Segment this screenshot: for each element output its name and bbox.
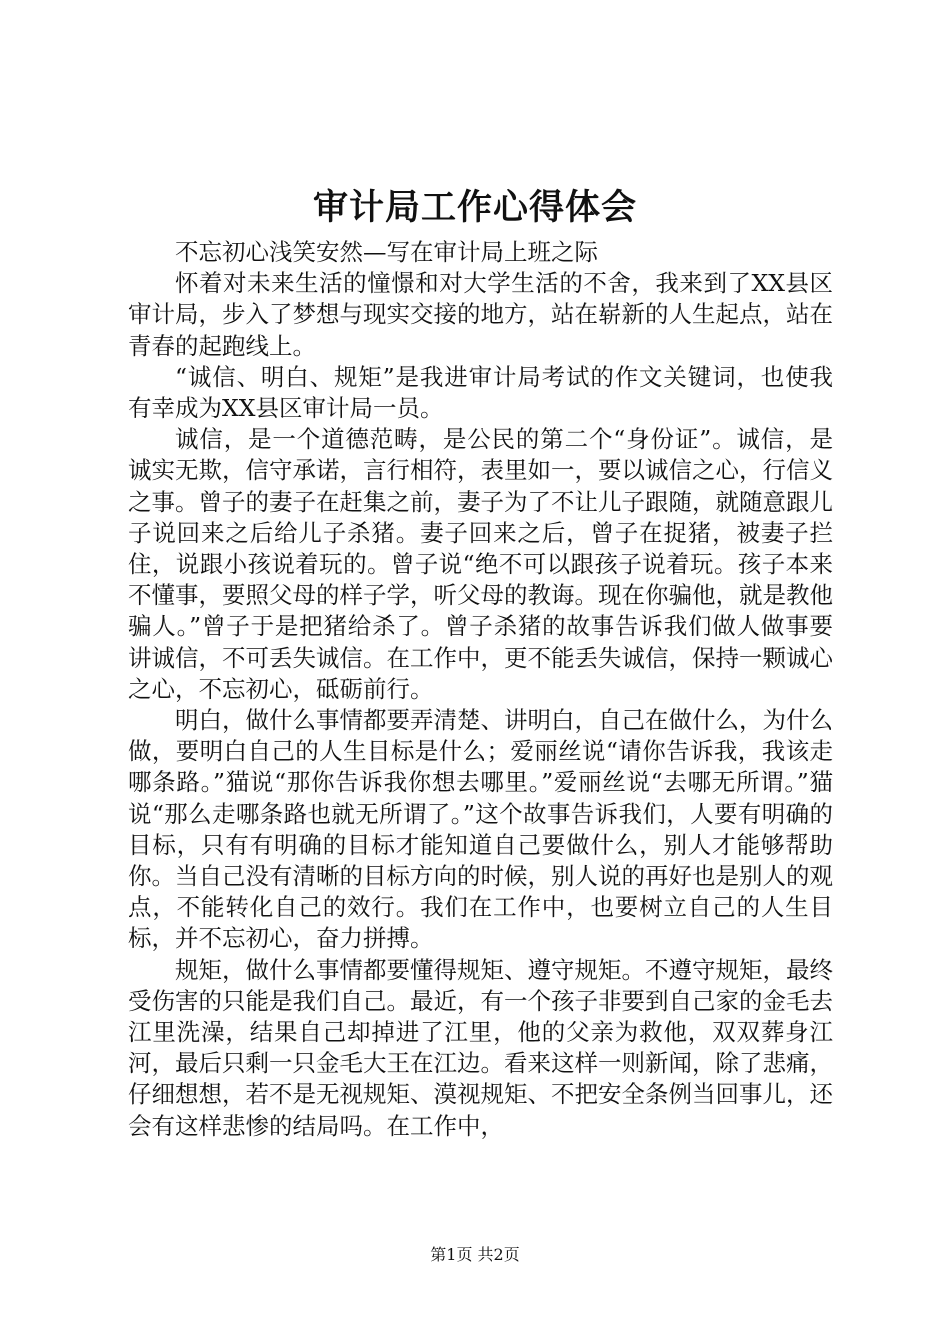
- body-paragraph: “诚信、明白、规矩”是我进审计局考试的作文关键词，也使我有幸成为XX县区审计局一员。: [128, 362, 833, 423]
- subtitle-paragraph: 不忘初心浅笑安然—写在审计局上班之际: [175, 238, 598, 266]
- body-paragraph: 怀着对未来生活的憧憬和对大学生活的不舍，我来到了XX县区审计局，步入了梦想与现实交接的地方，站在崭新的人生起点，站在青春的起跑线上。: [128, 269, 833, 360]
- document-body: [128, 237, 833, 1142]
- page-number-footer: 第1页 共2页: [430, 1245, 520, 1264]
- body-paragraph: 规矩，做什么事情都要懂得规矩、遵守规矩。不遵守规矩，最终受伤害的只能是我们自己。最近，有一个孩子非要到自己家的金毛去江里洗澡，结果自己却掉进了江里，他的父亲为救他，双双葬身江河，最后只剩一只金毛大王在江边。看来这样一则新闻，除了悲痛，仔细想想，若不是无视规矩、漠视规矩、不把安全条例当回事儿，还会有这样悲惨的结局吗。在工作中，: [128, 955, 833, 1140]
- body-paragraph: 明白，做什么事情都要弄清楚、讲明白，自己在做什么，为什么做，要明白自己的人生目标是什么；爱丽丝说“请你告诉我，我该走哪条路。”猫说“那你告诉我你想去哪里。”爱丽丝说“去哪无所谓。”猫说“那么走哪条路也就无所谓了。”这个故事告诉我们，人要有明确的目标，只有有明确的目标才能知道自己要做什么，别人才能够帮助你。当自己没有清晰的目标方向的时候，别人说的再好也是别人的观点，不能转化自己的效行。我们在工作中，也要树立自己的人生目标，并不忘初心，奋力拼搏。: [128, 706, 833, 953]
- body-paragraph: 诚信，是一个道德范畴，是公民的第二个“身份证”。诚信，是诚实无欺，信守承诺，言行相符，表里如一，要以诚信之心，行信义之事。曾子的妻子在赶集之前，妻子为了不让儿子跟随，就随意跟儿子说回来之后给儿子杀猪。妻子回来之后，曾子在捉猪，被妻子拦住，说跟小孩说着玩的。曾子说“绝不可以跟孩子说着玩。孩子本来不懂事，要照父母的样子学，听父母的教诲。现在你骗他，就是教他骗人。”曾子于是把猪给杀了。曾子杀猪的故事告诉我们做人做事要讲诚信，不可丢失诚信。在工作中，更不能丢失诚信，保持一颗诚心之心，不忘初心，砥砺前行。: [128, 425, 833, 703]
- document-title: 审计局工作心得体会: [312, 187, 637, 228]
